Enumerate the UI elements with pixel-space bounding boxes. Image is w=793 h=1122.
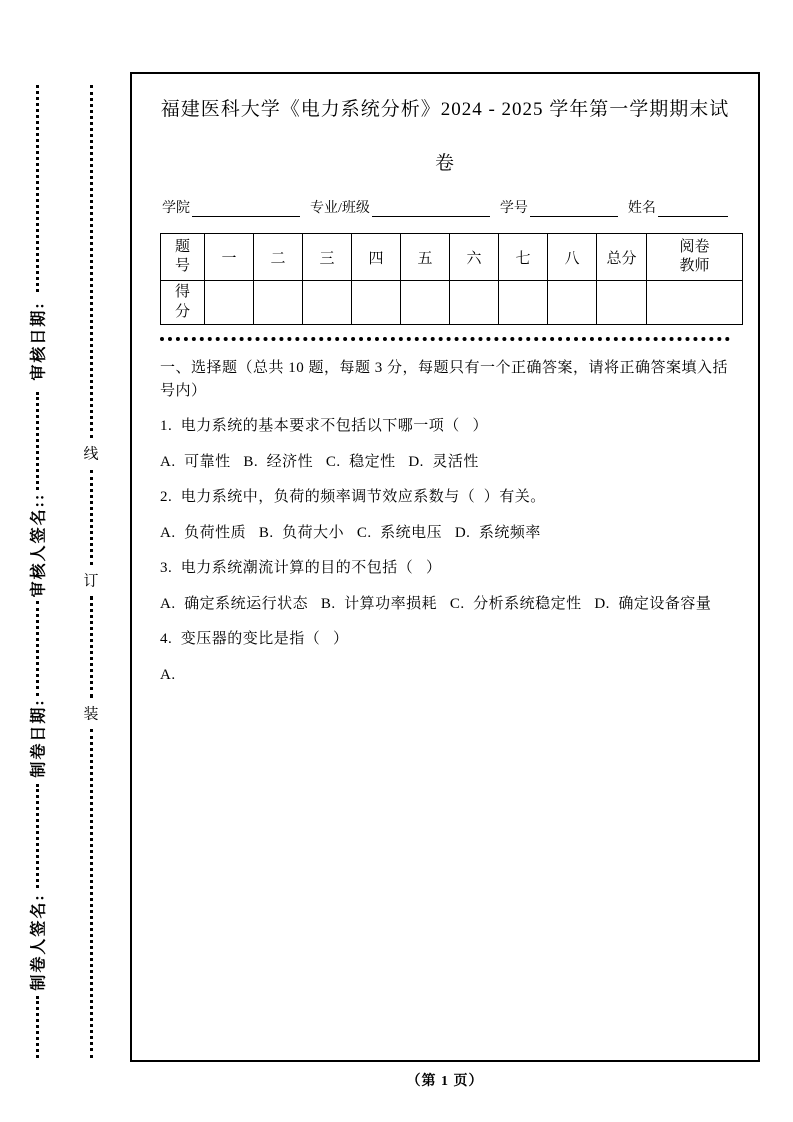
- score-table-col-total: 总分: [597, 234, 647, 281]
- score-cell: [548, 281, 597, 325]
- binding-char-staple: 订: [83, 573, 99, 590]
- exam-title-line2: 卷: [434, 153, 455, 174]
- dotted-separator: [160, 337, 730, 341]
- score-table-col-6: 六: [450, 234, 499, 281]
- margin-label-reviewer-sign: 审核人签名::: [30, 492, 48, 598]
- info-blank-name: [658, 200, 728, 217]
- score-cell: [450, 281, 499, 325]
- score-cell: [401, 281, 450, 325]
- binding-char-bind: 装: [83, 706, 99, 723]
- question-3-options: A. 确定系统运行状态 B. 计算功率损耗 C. 分析系统稳定性 D. 确定设备容量: [160, 595, 712, 612]
- score-cell: [303, 281, 352, 325]
- info-label-student-id: 学号: [499, 201, 528, 216]
- dotted-line: [36, 601, 39, 696]
- info-blank-student-id: [530, 200, 618, 217]
- dotted-line: [90, 85, 93, 438]
- dotted-line: [36, 85, 39, 292]
- score-row-label: 得分: [161, 281, 205, 325]
- score-cell: [647, 281, 743, 325]
- score-table-col-5: 五: [401, 234, 450, 281]
- margin-label-maker-sign: 制卷人签名:: [30, 893, 48, 991]
- info-blank-college: [192, 200, 300, 217]
- score-cell: [499, 281, 548, 325]
- dotted-line: [90, 729, 93, 1058]
- score-table-col-1: 一: [205, 234, 254, 281]
- info-label-major-class: 专业/班级: [310, 201, 370, 216]
- info-blank-major-class: [372, 200, 490, 217]
- student-info-row: [160, 197, 730, 217]
- score-cell: [352, 281, 401, 325]
- score-table-col-4: 四: [352, 234, 401, 281]
- question-4-options: A.: [160, 666, 176, 683]
- dotted-line: [36, 996, 39, 1058]
- exam-title: [160, 94, 730, 175]
- score-cell: [597, 281, 647, 325]
- info-label-college: 学院: [162, 201, 190, 216]
- dotted-line: [36, 784, 39, 888]
- question-1-options: A. 可靠性 B. 经济性 C. 稳定性 D. 灵活性: [160, 453, 479, 470]
- score-cell: [254, 281, 303, 325]
- dotted-line: [90, 596, 93, 698]
- margin-label-review-date: 审核日期:: [30, 301, 48, 381]
- binding-char-line: 线: [83, 446, 99, 463]
- score-table-col-8: 八: [548, 234, 597, 281]
- score-table-corner: 题号: [161, 234, 205, 281]
- page-number: （第 1 页）: [406, 1074, 484, 1089]
- dotted-line: [90, 470, 93, 565]
- dotted-line: [36, 392, 39, 490]
- question-1-text: 1. 电力系统的基本要求不包括以下哪一项（ ）: [160, 418, 489, 434]
- score-table-col-2: 二: [254, 234, 303, 281]
- question-4-text: 4. 变压器的变比是指（ ）: [160, 631, 349, 647]
- question-2-text: 2. 电力系统中，负荷的频率调节效应系数与（ ）有关。: [160, 489, 546, 505]
- score-table-col-7: 七: [499, 234, 548, 281]
- section-heading: 一、选择题（总共 10 题，每题 3 分，每题只有一个正确答案，请将正确答案填入括号内）: [160, 360, 729, 399]
- score-table: [160, 233, 743, 325]
- exam-title-line1: 福建医科大学《电力系统分析》2024 - 2025 学年第一学期期末试: [160, 99, 730, 120]
- question-section: [160, 357, 730, 686]
- info-label-name: 姓名: [627, 201, 656, 216]
- question-3-text: 3. 电力系统潮流计算的目的不包括（ ）: [160, 560, 442, 576]
- margin-label-make-date: 制卷日期:: [30, 698, 48, 778]
- score-cell: [205, 281, 254, 325]
- question-2-options: A. 负荷性质 B. 负荷大小 C. 系统电压 D. 系统频率: [160, 524, 541, 541]
- score-table-col-3: 三: [303, 234, 352, 281]
- score-table-col-grader: 阅卷教师: [647, 234, 743, 281]
- exam-sheet: [130, 72, 760, 1062]
